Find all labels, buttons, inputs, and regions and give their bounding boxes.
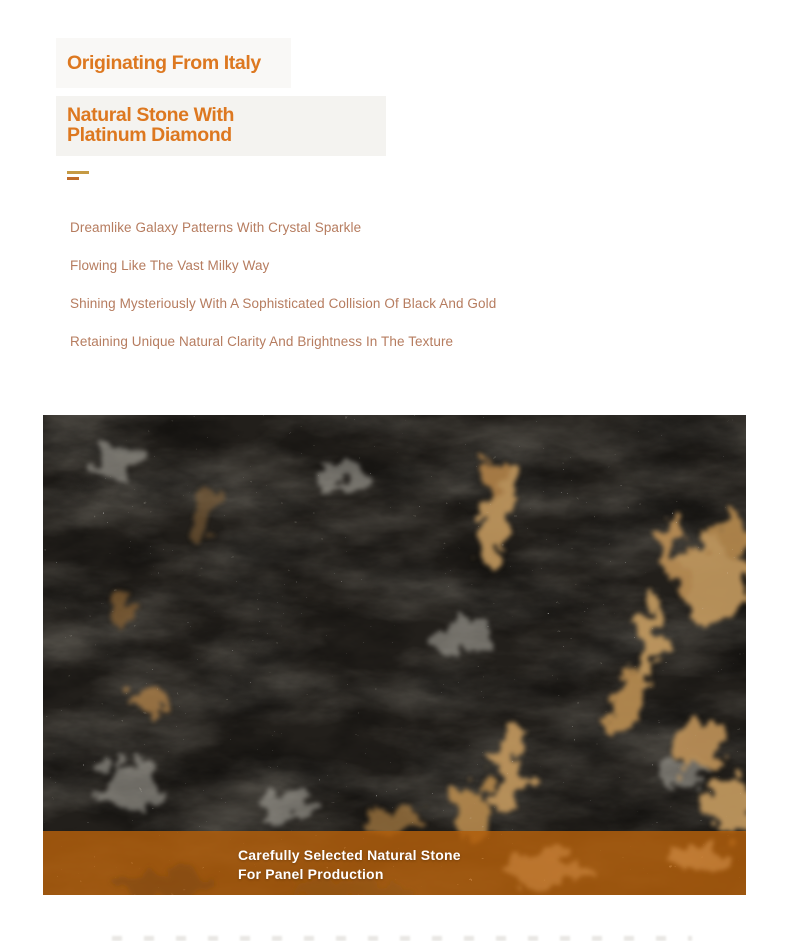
feature-item: Flowing Like The Vast Milky Way [70,258,270,273]
eyebrow-heading: Originating From Italy [67,52,261,74]
next-section-peek [112,936,692,941]
main-title-line-2: Platinum Diamond [67,123,232,146]
title-divider [67,171,89,180]
main-title [67,106,234,145]
feature-item: Dreamlike Galaxy Patterns With Crystal Sparkle [70,220,362,235]
stone-image-section [43,415,746,895]
divider-line-top [67,171,89,174]
stone-texture-image [43,415,746,895]
divider-line-bottom [67,177,79,180]
features-list [70,221,496,373]
caption-line-1: Carefully Selected Natural Stone [238,847,461,863]
stone-caption [238,846,461,883]
main-title-line-1: Natural Stone With [67,104,235,126]
sparkle-layer-coarse [43,415,746,895]
caption-line-2: For Panel Production [238,865,384,882]
feature-item: Retaining Unique Natural Clarity And Brightness In The Texture [70,334,454,349]
feature-item: Shining Mysteriously With A Sophisticated Collision Of Black And Gold [70,296,497,311]
